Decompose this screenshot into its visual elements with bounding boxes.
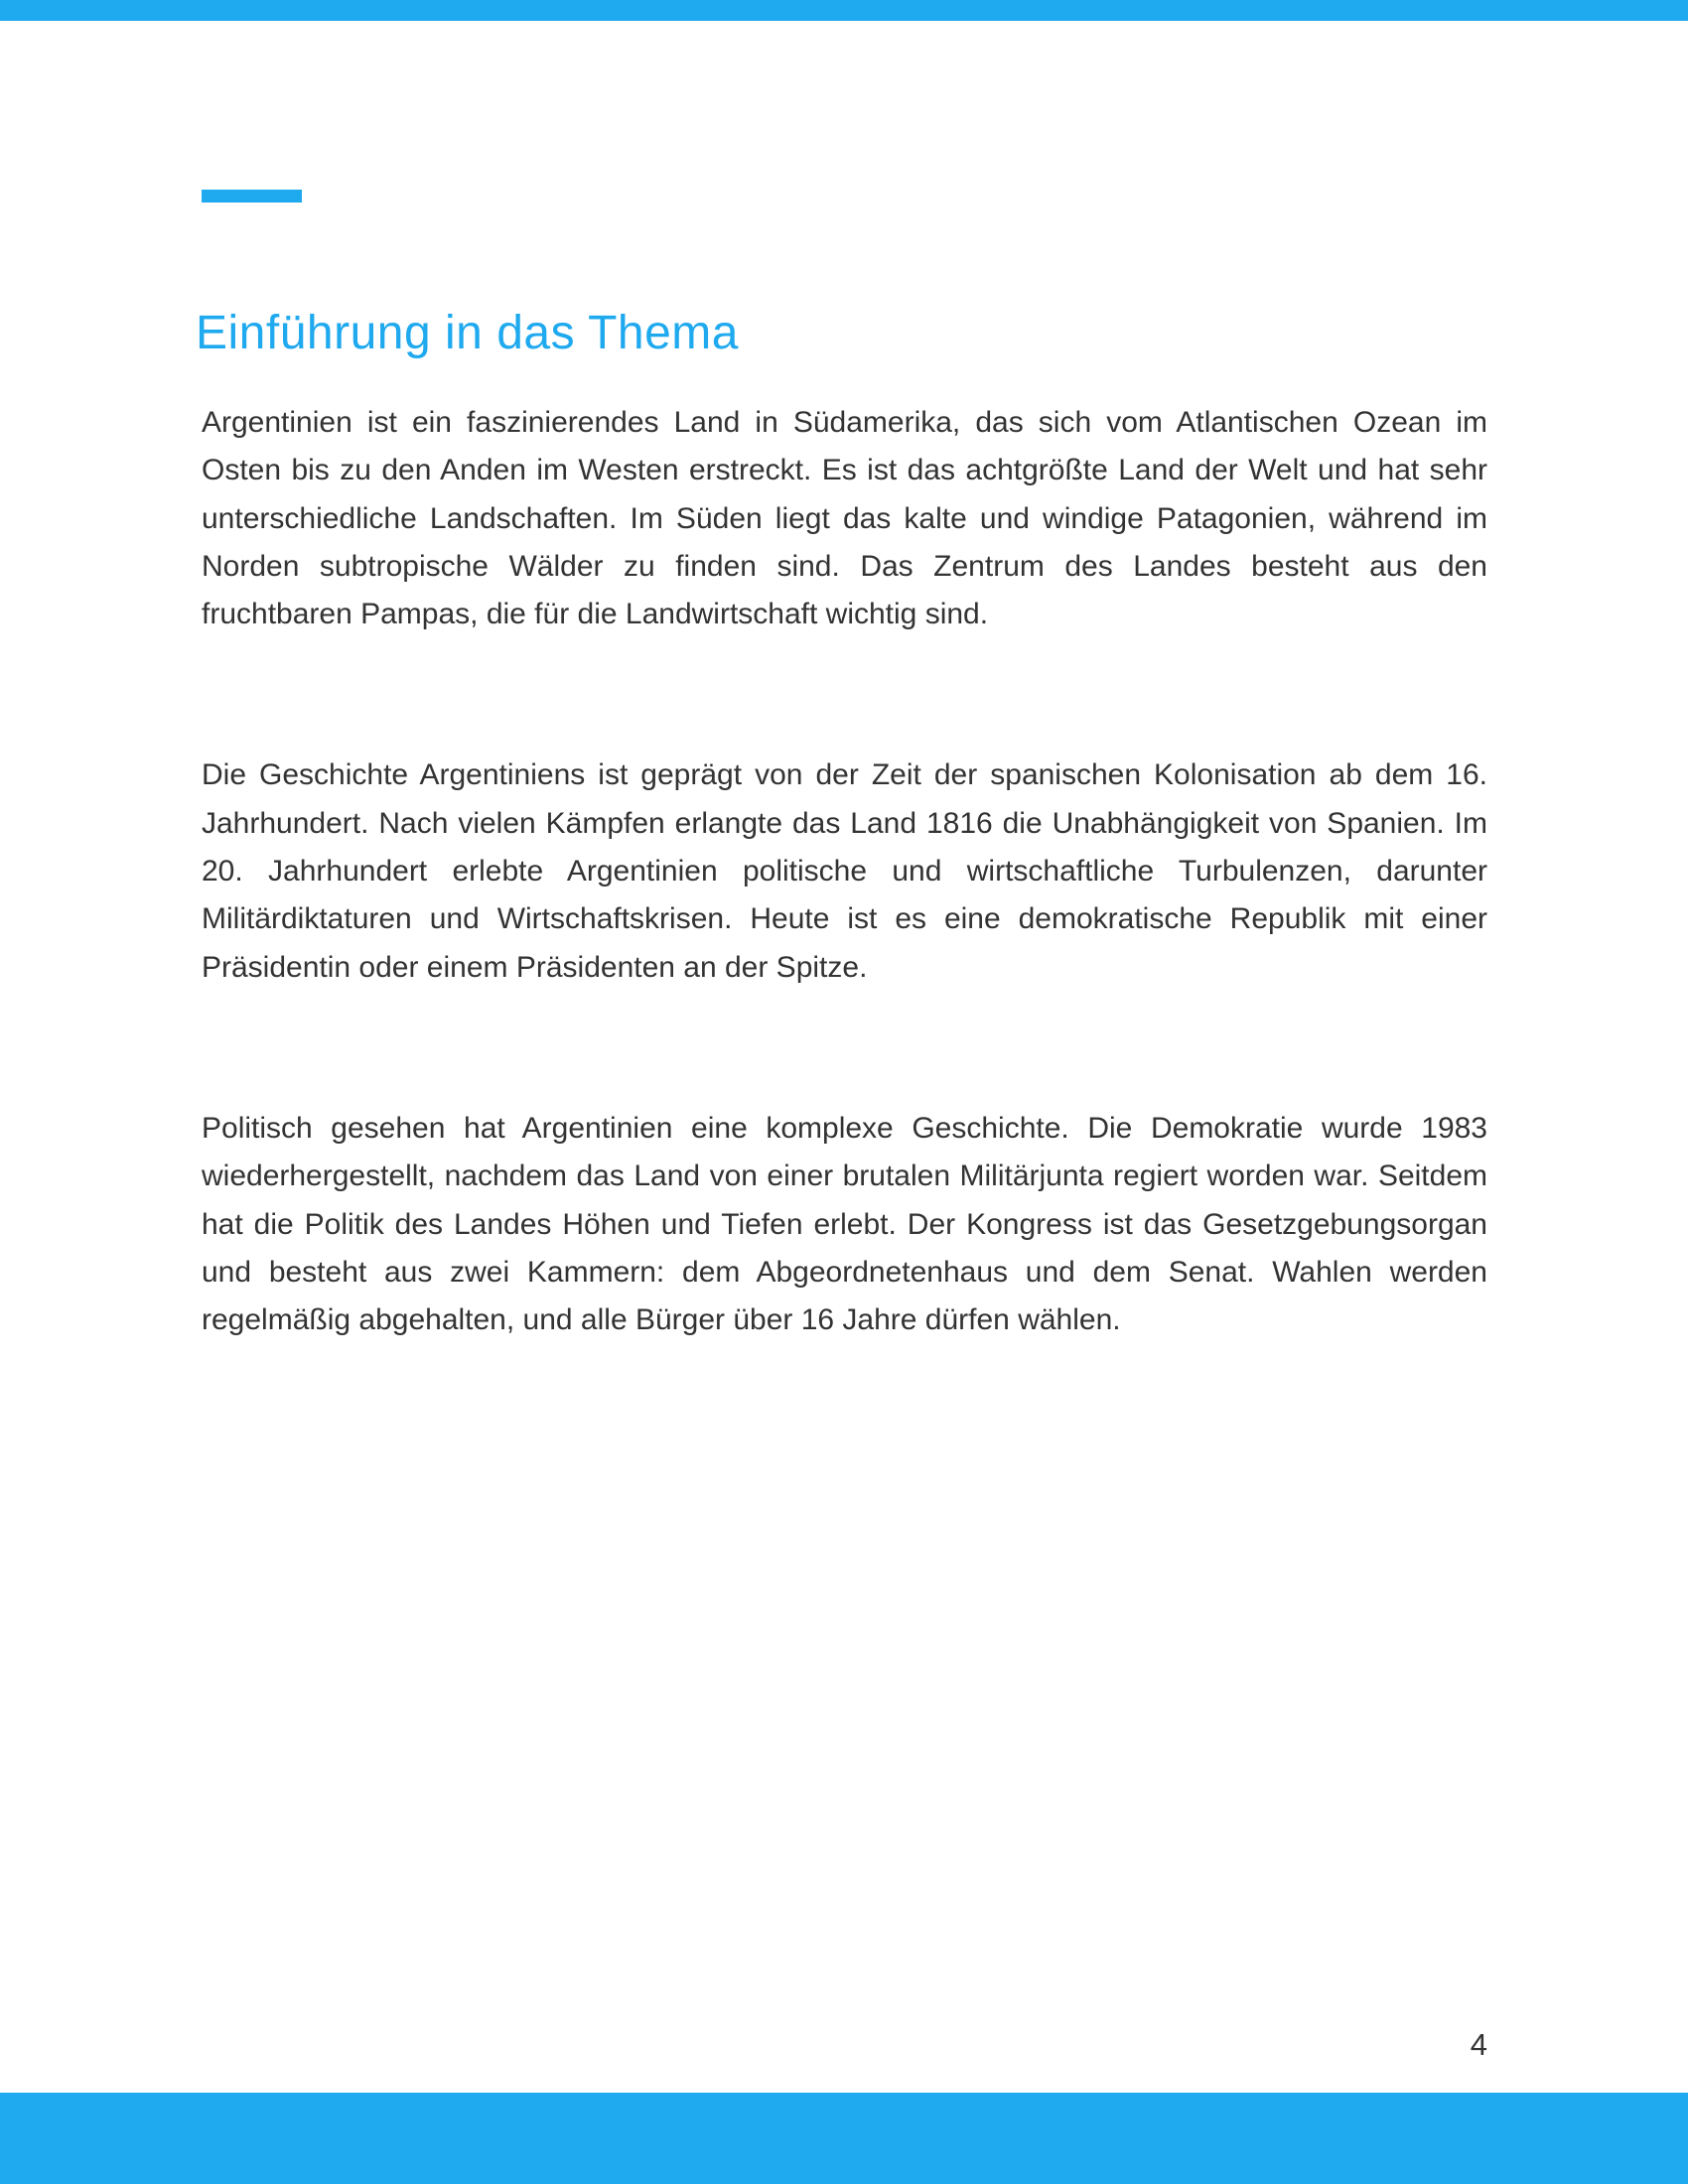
section-heading: Einführung in das Thema bbox=[196, 307, 739, 359]
paragraph-geography: Argentinien ist ein faszinierendes Land in Südamerika, das sich vom Atlantischen Ozean im Osten bis zu den Anden im Westen erstreckt. Es ist das achtgrößte Land der Welt und hat sehr unterschiedliche Landschaften. Im Süden liegt das kalte und windige Patagonien, während im Norden subtropische Wälder zu finden sind. Das Zentrum des Landes besteht aus den fruchtbaren Pampas, die für die Landwirtschaft wichtig sind. bbox=[202, 406, 1487, 631]
footer-banner-bar bbox=[0, 2093, 1688, 2184]
page-number: 4 bbox=[1470, 2027, 1487, 2062]
heading-accent-bar bbox=[202, 190, 302, 203]
paragraph-politics: Politisch gesehen hat Argentinien eine komplexe Geschichte. Die Demokratie wurde 1983 wiederhergestellt, nachdem das Land von einer brutalen Militärjunta regiert worden war. Seitdem hat die Politik des Landes Höhen und Tiefen erlebt. Der Kongress ist das Gesetzgebungsorgan und besteht aus zwei Kammern: dem Abgeordnetenhaus und dem Senat. Wahlen werden regelmäßig abgehalten, und alle Bürger über 16 Jahre dürfen wählen. bbox=[202, 1111, 1487, 1337]
top-banner-bar bbox=[0, 0, 1688, 21]
paragraph-history: Die Geschichte Argentiniens ist geprägt von der Zeit der spanischen Kolonisation ab dem 16. Jahrhundert. Nach vielen Kämpfen erlangte das Land 1816 die Unabhängigkeit von Spanien. Im 20. Jahrhundert erlebte Argentinien politische und wirtschaftliche Turbulenzen, darunter Militärdiktaturen und Wirtschaftskrisen. Heute ist es eine demokratische Republik mit einer Präsidentin oder einem Präsidenten an der Spitze. bbox=[202, 758, 1487, 984]
body-text bbox=[202, 399, 1487, 1344]
